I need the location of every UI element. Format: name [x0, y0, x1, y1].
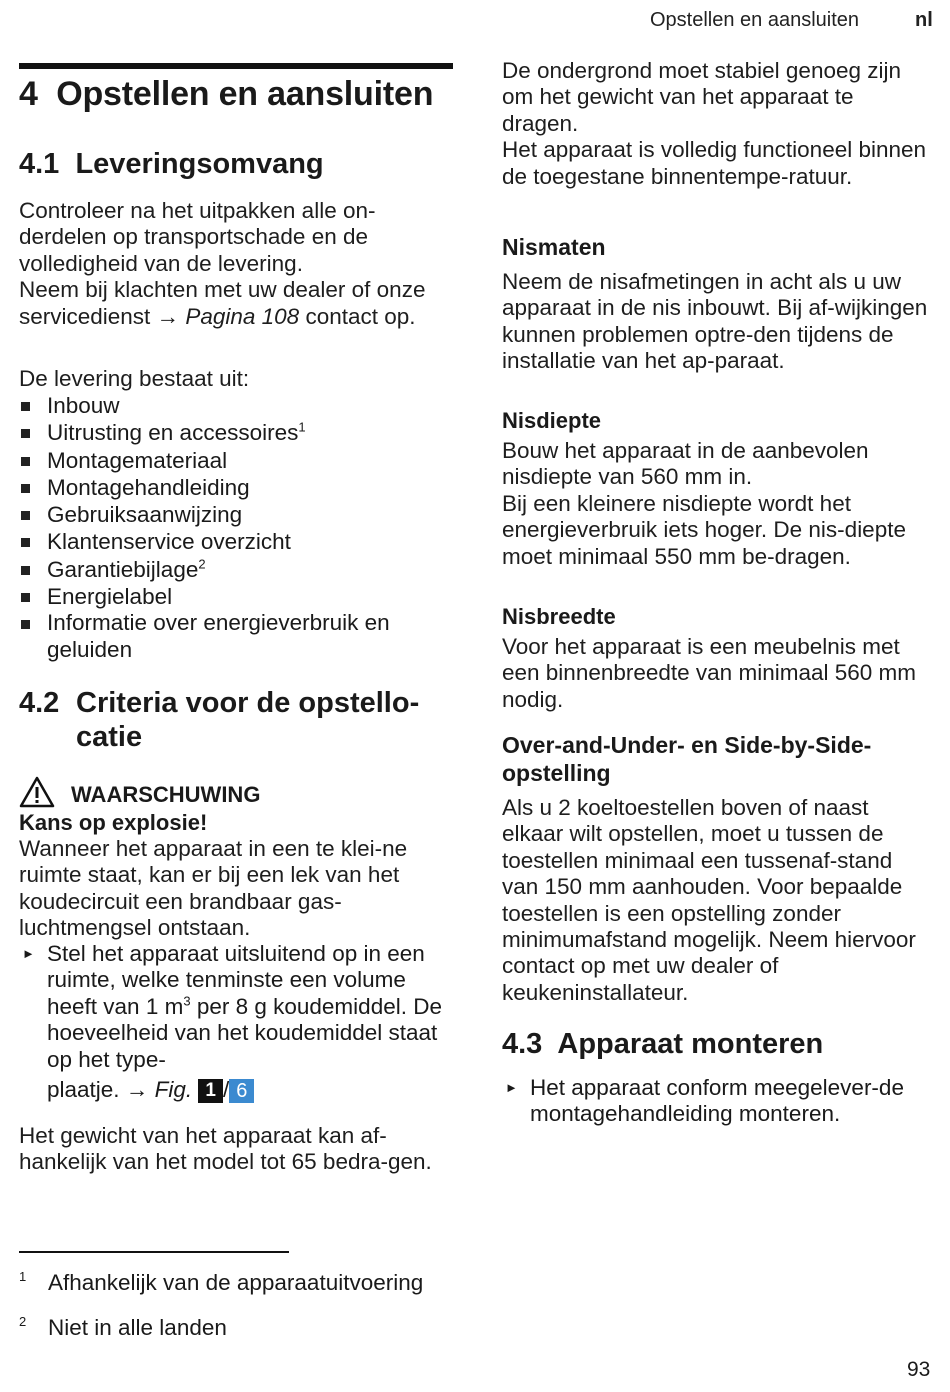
nisbreedte-text: Voor het apparaat is een meubelnis met een binnenbreedte van minimaal 560 mm nodig. [502, 634, 916, 712]
page-number: 93 [907, 1358, 931, 1381]
section-title: Apparaat monteren [557, 1028, 824, 1060]
list-item-text: Gebruiksaanwijzing [47, 502, 243, 528]
list-item-text: Inbouw [47, 393, 120, 418]
list-item-text: Garantiebijlage [47, 556, 199, 582]
list-item [19, 528, 449, 555]
footnote-text: Niet in alle landen [48, 1315, 227, 1340]
footnote-ref: 1 [298, 419, 306, 435]
figure-number-badge: 6 [229, 1079, 254, 1103]
section-number: 4.2 [19, 687, 60, 719]
list-item-text: Informatie over energieverbruik en geluiden [47, 610, 390, 662]
ground-paragraph [502, 58, 932, 190]
list-item [19, 447, 449, 474]
list-item-text: Montagemateriaal [47, 447, 228, 473]
arrow-right-icon: → [125, 1077, 149, 1103]
step-text-b: per 8 g koudemiddel. De hoeveelheid van het koudemiddel staat op het type- [47, 993, 442, 1072]
section-4-1-heading [19, 147, 459, 181]
nisdiepte-heading: Nisdiepte [502, 408, 602, 433]
section-title-line-1: Criteria voor de opstello- [76, 687, 420, 719]
delivery-intro: De levering bestaat uit: [19, 366, 250, 391]
footnote-text: Afhankelijk van de apparaatuitvoering [48, 1270, 424, 1295]
functional-text: Het apparaat is volledig functioneel binnen de toegestane binnentempe-ratuur. [502, 137, 927, 189]
running-header-language: nl [915, 9, 933, 31]
footnote-divider [19, 1251, 289, 1253]
list-item-text: Uitrusting en accessoires [47, 420, 299, 446]
delivery-list [19, 392, 449, 663]
list-item [19, 392, 449, 419]
nismaten-heading: Nismaten [502, 234, 606, 260]
step-item [19, 941, 455, 1103]
list-item [19, 583, 449, 610]
section-number: 4.3 [502, 1028, 543, 1060]
list-item-text: Montagehandleiding [47, 474, 250, 500]
complaint-text-start: Neem bij klachten met uw dealer of onze servicedienst [19, 277, 426, 329]
mounting-step-list [502, 1075, 932, 1128]
step-triangle-icon: ► [22, 946, 35, 961]
arrow-right-icon: → [156, 303, 180, 329]
step-triangle-icon: ► [505, 1080, 518, 1095]
ground-text: De ondergrond moet stabiel genoeg zijn om het gewicht van het apparaat te dragen. [502, 58, 902, 136]
list-item [19, 419, 449, 446]
warning-heading: Kans op explosie! [19, 810, 208, 835]
footnote-ref: 2 [198, 556, 206, 572]
complaint-text-end: contact op. [305, 303, 416, 329]
footnote-mark: 1 [19, 1269, 27, 1284]
list-item-text: Klantenservice overzicht [47, 529, 291, 555]
complaint-text [19, 277, 439, 330]
section-4-3-heading [502, 1027, 932, 1061]
warning-label-row [19, 776, 260, 813]
over-and-under-heading: Over-and-Under- en Side-by-Side-opstelling [502, 732, 872, 786]
warning-label: WAARSCHUWING [71, 781, 261, 807]
weight-paragraph: Het gewicht van het apparaat kan af-hankelijk van het model tot 65 bedra-gen. [19, 1123, 432, 1175]
warning-text: Wanneer het apparaat in een te klei-ne ruimte staat, kan er bij een lek van het koudecircuit een brandbaar gas-luchtmengsel ontstaan. [19, 836, 408, 941]
section-title: Leveringsomvang [75, 148, 324, 180]
delivery-check-paragraph [19, 198, 439, 330]
nisdiepte-text-1: Bouw het apparaat in de aanbevolen nisdiepte van 560 mm in. [502, 438, 869, 490]
chapter-number: 4 [19, 75, 38, 113]
list-item [19, 556, 449, 583]
superscript: 3 [183, 993, 191, 1009]
nisdiepte-paragraph [502, 438, 932, 570]
step-text-c: plaatje. [47, 1077, 126, 1103]
list-item-text: Energielabel [47, 584, 173, 610]
warning-step-list [19, 941, 455, 1103]
step-text-a: Stel het apparaat uitsluitend op in een ruimte, welke tenminste een volume heeft van 1 m [47, 941, 425, 1019]
step-text: Het apparaat conform meegelever-de montagehandleiding monteren. [530, 1075, 904, 1127]
nisbreedte-heading: Nisbreedte [502, 604, 616, 629]
chapter-title [19, 63, 453, 114]
list-item [19, 501, 449, 528]
figure-separator: / [222, 1077, 230, 1103]
over-and-under-text: Als u 2 koeltoestellen boven of naast elkaar wilt opstellen, moet u tussen de toestellen minimaal een tussenaf-stand van 150 mm aanhouden. Voor bepaalde toestellen is een opstelling zonder minimumafstand mogelijk. Neem hiervoor contact op met uw dealer of keukeninstallateur. [502, 795, 916, 1005]
footnote-mark: 2 [19, 1314, 27, 1329]
figure-reference[interactable]: Fig. [154, 1077, 193, 1103]
step-figure-line [47, 1077, 254, 1103]
list-item [19, 474, 449, 501]
section-number: 4.1 [19, 148, 60, 180]
step-item [502, 1075, 932, 1128]
warning-triangle-icon [19, 776, 55, 813]
section-title-line-2: catie [76, 721, 143, 753]
figure-number-badge: 1 [198, 1079, 223, 1103]
nismaten-text: Neem de nisafmetingen in acht als u uw apparaat in de nis inbouwt. Bij af-wijkingen kunnen problemen optre-den tijdens de installatie van het ap-paraat. [502, 269, 928, 374]
nisdiepte-text-2: Bij een kleinere nisdiepte wordt het energieverbruik iets hoger. De nis-diepte moet minimaal 550 mm be-dragen. [502, 490, 906, 569]
list-item [19, 610, 449, 663]
page-reference-link[interactable]: Pagina 108 [185, 303, 300, 329]
running-header-title: Opstellen en aansluiten [650, 9, 860, 31]
chapter-title-text: Opstellen en aansluiten [56, 75, 434, 113]
delivery-check-text: Controleer na het uitpakken alle on-derdelen op transportschade en de volledigheid van de levering. [19, 198, 376, 276]
